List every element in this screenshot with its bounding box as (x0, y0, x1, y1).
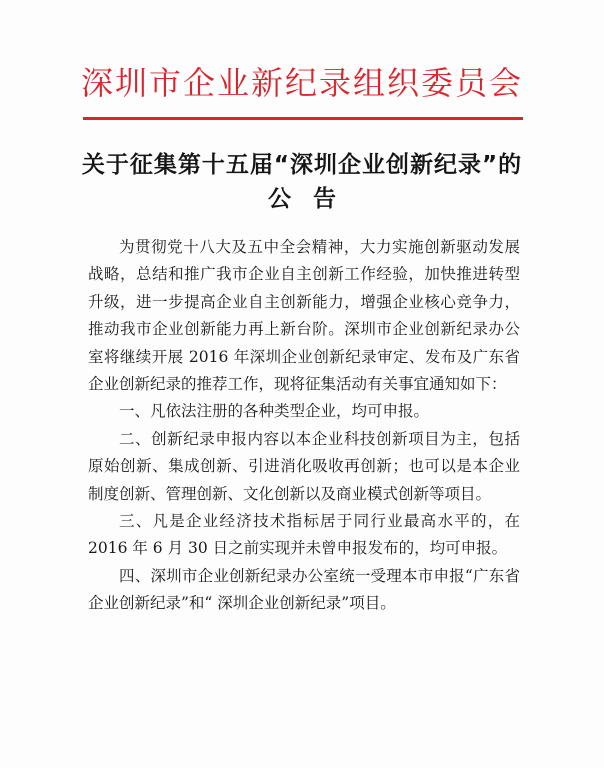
body-paragraph-item-2: 二、创新纪录申报内容以本企业科技创新项目为主，包括原始创新、集成创新、引进消化吸收再创新；也可以是本企业制度创新、管理创新、文化创新以及商业模式创新等项目。 (88, 429, 520, 503)
letterhead-org-name: 深圳市企业新纪录组织委员会 (80, 64, 523, 102)
body-paragraph-item-3: 三、凡是企业经济技术指标居于同行业最高水平的，在 2016 年 6 月 30 日之前实现并未曾申报发布的，均可申报。 (88, 512, 520, 558)
announcement-title-line2: 公告 (268, 186, 358, 212)
body-paragraph-item-1: 一、凡依法注册的各种类型企业，均可申报。 (119, 402, 430, 421)
announcement-title-line1: 关于征集第十五届“深圳企业创新纪录”的 (81, 152, 523, 178)
body-paragraph-item-4: 四、深圳市企业创新纪录办公室统一受理本市申报“广东省企业创新纪录”和“ 深圳企业创新纪录”项目。 (88, 566, 520, 613)
letterhead-red-rule (83, 117, 523, 120)
body-paragraph-intro: 为贯彻党十八大及五中全会精神，大力实施创新驱动发展战略，总结和推广我市企业自主创新工作经验，加快推进转型升级，进一步提高企业自主创新能力，增强企业核心竞争力，推动我市企业创新能力再上新台阶。深圳市企业创新纪录办公室将继续开展 2016 年深圳企业创新纪录审定、发布及广东省企业创新纪录的推荐工作，现将征集活动有关事宜通知如下： (88, 238, 520, 394)
announcement-body (88, 234, 520, 618)
